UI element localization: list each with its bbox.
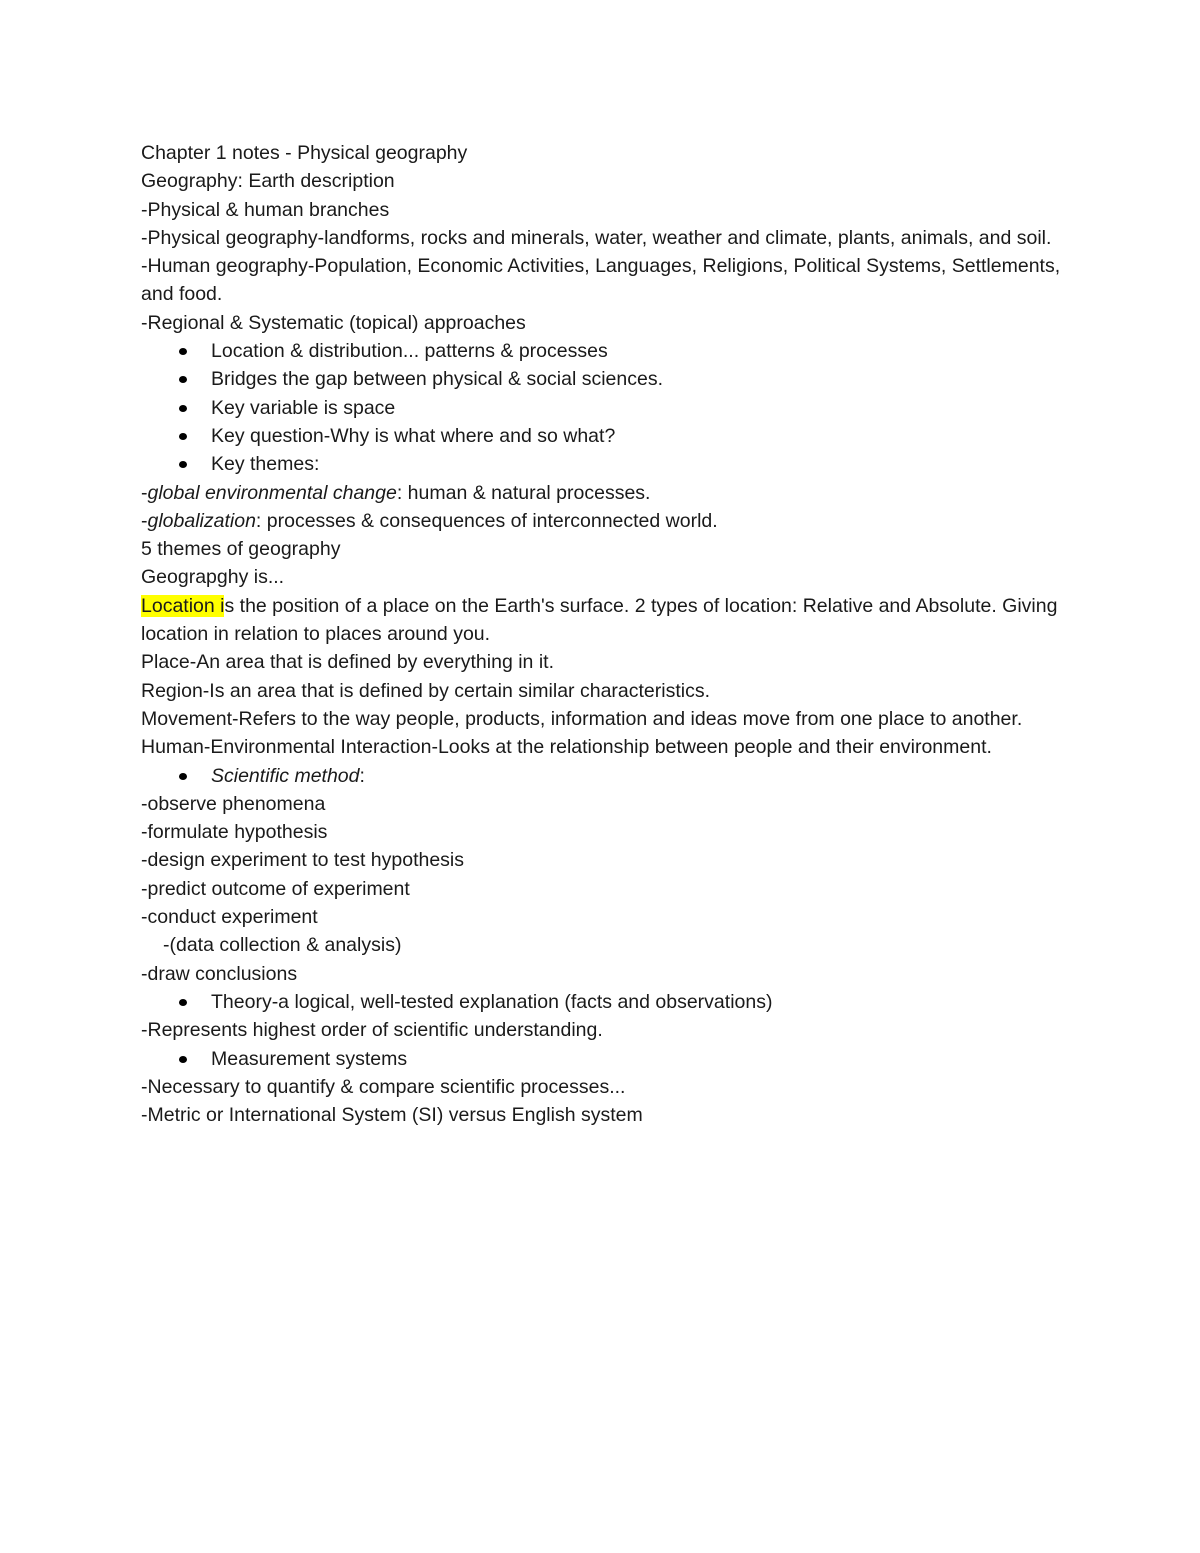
represents-line: -Represents highest order of scientific understanding. [141,1019,603,1042]
necessary-line: -Necessary to quantify & compare scientific processes... [141,1075,626,1098]
document-page [141,139,1071,1129]
movement-definition: Movement-Refers to the way people, products, information and ideas move from one place to another. [141,707,1023,730]
scientific-method-term: Scientific method [211,764,360,787]
branches-line: -Physical & human branches [141,198,390,221]
bullet-icon [179,376,187,383]
method-step: -design experiment to test hypothesis [141,849,465,872]
approaches-line: -Regional & Systematic (topical) approaches [141,311,526,334]
bullet-item [141,450,1071,478]
bullet-item [141,394,1071,422]
bullet-item [141,422,1071,450]
bullet-icon [179,461,187,468]
bullet-icon [179,433,187,440]
method-step: -conduct experiment [141,906,318,929]
bullet-text: Theory-a logical, well-tested explanation (facts and observations) [211,990,773,1013]
bullet-text: Bridges the gap between physical & social sciences. [211,368,664,391]
bullet-text: Key themes: [211,453,320,476]
place-definition: Place-An area that is defined by everything in it. [141,651,554,674]
bullet-icon [179,999,187,1006]
doc-title: Chapter 1 notes - Physical geography [141,142,468,164]
bullet-item [141,988,1071,1016]
region-definition: Region-Is an area that is defined by certain similar characteristics. [141,679,711,702]
human-geography-line: -Human geography-Population, Economic Activities, Languages, Religions, Political Systems, Settlements, and food. [141,255,1061,306]
geography-definition: Geography: Earth description [141,170,395,193]
bullet-text: Key variable is space [211,396,396,419]
theme-globalization: -globalization: processes & consequences of interconnected world. [141,509,718,532]
bullet-item [141,365,1071,393]
method-step: -observe phenomena [141,792,326,815]
bullet-icon [179,1056,187,1063]
physical-geography-line: -Physical geography-landforms, rocks and minerals, water, weather and climate, plants, animals, and soil. [141,226,1052,249]
five-themes-heading: 5 themes of geography [141,538,341,561]
geography-is-line: Geograpghy is... [141,566,285,589]
method-step: -predict outcome of experiment [141,877,410,900]
bullet-text: Location & distribution... patterns & processes [211,340,608,363]
method-step: -draw conclusions [141,962,298,985]
hei-definition: Human-Environmental Interaction-Looks at the relationship between people and their environment. [141,736,992,759]
theme-term: global environmental change [147,481,397,504]
bullet-icon [179,773,187,780]
bullet-item: Scientific method: [141,762,1071,790]
highlighted-term: Location i [141,594,225,617]
bullet-text: Measurement systems [211,1047,408,1070]
method-step: -formulate hypothesis [141,821,328,844]
metric-line: -Metric or International System (SI) versus English system [141,1104,643,1127]
theme-global-change: -global environmental change: human & natural processes. [141,481,651,504]
bullet-icon [179,405,187,412]
bullet-icon [179,348,187,355]
bullet-text: Key question-Why is what where and so what? [211,424,616,447]
bullet-item [141,1045,1071,1073]
bullet-item [141,337,1071,365]
location-definition: Location is the position of a place on the Earth's surface. 2 types of location: Relative and Absolute. Giving location in relation to places around you. [141,594,1058,646]
theme-term: globalization [147,509,256,532]
data-collection-step: -(data collection & analysis) [163,934,402,957]
